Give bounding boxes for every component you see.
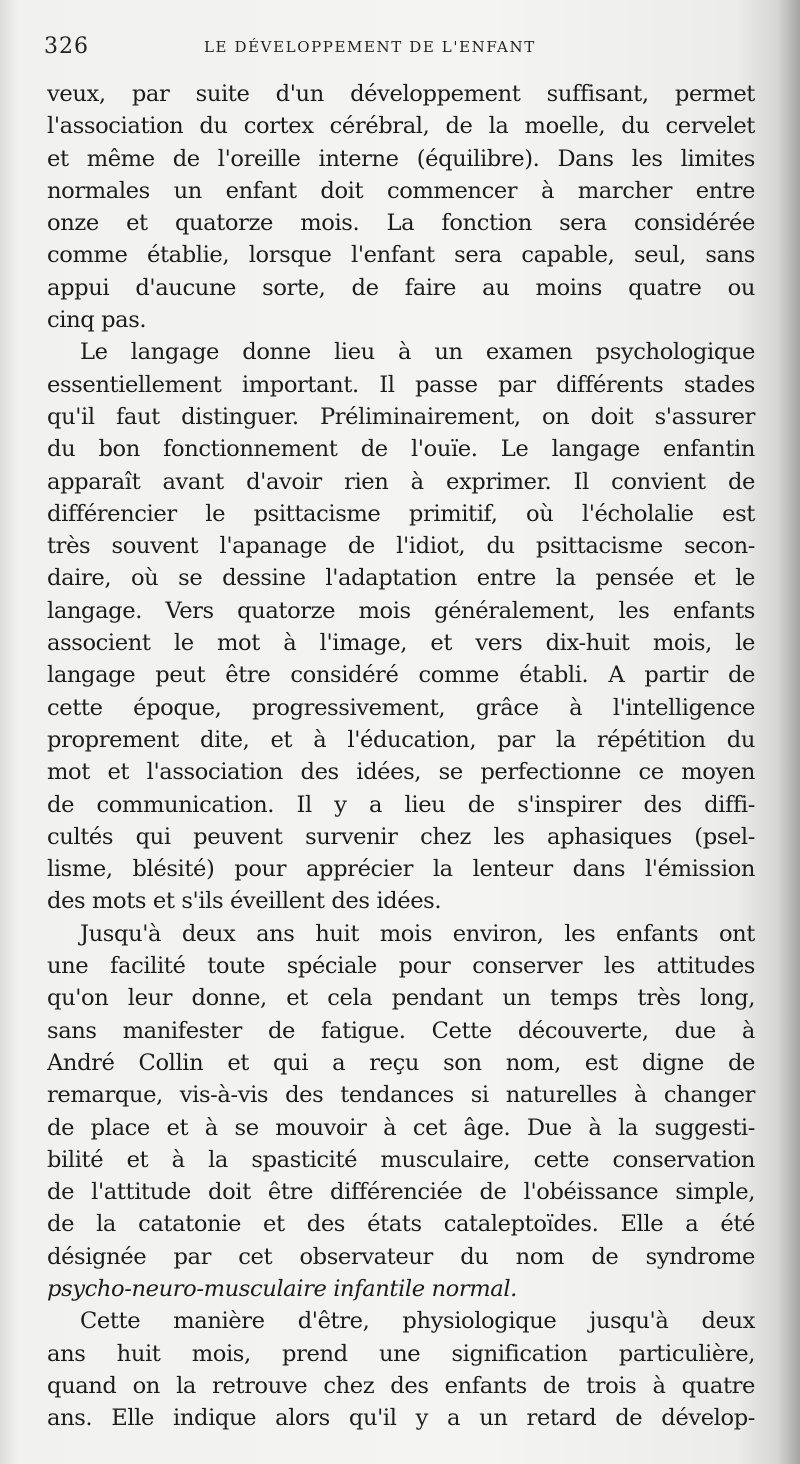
text-line: André Collin et qui a reçu son nom, est digne de (47, 1049, 755, 1076)
text-line: apparaît avant d'avoir rien à exprimer. Il convient de (47, 468, 755, 495)
body-text (47, 78, 755, 1434)
text-line: veux, par suite d'un développement suffisant, permet (47, 81, 755, 107)
text-line: Cette manière d'être, physiologique jusqu'à deux (80, 1308, 755, 1335)
text-line: désignée par cet observateur du nom de syndrome (47, 1243, 755, 1270)
page-header (44, 34, 756, 64)
text-line: ans. Elle indique alors qu'il y a un retard de dévelop- (47, 1405, 755, 1432)
text-line: mot et l'association des idées, se perfectionne ce moyen (47, 759, 755, 786)
text-line: qu'il faut distinguer. Préliminairement, on doit s'assurer (47, 403, 755, 430)
text-line: langage peut être considéré comme établi. A partir de (47, 662, 755, 689)
text-line: du bon fonctionnement de l'ouïe. Le langage enfantin (47, 436, 755, 463)
text-line: proprement dite, et à l'éducation, par la répétition du (47, 726, 755, 753)
paragraph (47, 78, 755, 336)
text-line: comme établie, lorsque l'enfant sera capable, seul, sans (47, 242, 755, 269)
paragraph (47, 336, 755, 917)
text-line: qu'on leur donne, et cela pendant un temps très long, (47, 985, 755, 1012)
text-line: cultés qui peuvent survenir chez les aphasiques (psel- (47, 823, 755, 850)
text-line-italic: psycho-neuro-musculaire infantile normal. (47, 1275, 517, 1302)
paragraph (47, 918, 755, 1306)
text-line: de place et à se mouvoir à cet âge. Due à la suggesti- (47, 1114, 755, 1141)
page-number: 326 (44, 34, 89, 59)
text-line: langage. Vers quatorze mois généralement, les enfants (47, 597, 755, 624)
text-line: daire, où se dessine l'adaptation entre la pensée et le (47, 565, 755, 592)
text-line: une facilité toute spéciale pour conserver les attitudes (47, 953, 755, 980)
text-line: Le langage donne lieu à un examen psychologique (80, 339, 755, 366)
text-line: quand on la retrouve chez des enfants de trois à quatre (47, 1372, 755, 1399)
text-line: normales un enfant doit commencer à marcher entre (47, 177, 755, 204)
running-title: LE DÉVELOPPEMENT DE L'ENFANT (204, 38, 536, 56)
text-line: ans huit mois, prend une signification particulière, (47, 1340, 755, 1367)
text-line: de la catatonie et des états cataleptoïdes. Elle a été (47, 1211, 755, 1238)
text-line: remarque, vis-à-vis des tendances si naturelles à changer (47, 1082, 755, 1109)
paragraph (47, 1305, 755, 1434)
text-line: bilité et à la spasticité musculaire, cette conservation (47, 1146, 755, 1173)
text-line: cinq pas. (47, 307, 147, 334)
text-line: très souvent l'apanage de l'idiot, du psittacisme secon- (47, 533, 755, 560)
text-line: Jusqu'à deux ans huit mois environ, les enfants ont (80, 920, 755, 947)
text-line: et même de l'oreille interne (équilibre). Dans les limites (47, 145, 755, 172)
text-line: appui d'aucune sorte, de faire au moins quatre ou (47, 274, 755, 301)
text-line: sans manifester de fatigue. Cette découverte, due à (47, 1017, 755, 1044)
text-line: l'association du cortex cérébral, de la moelle, du cervelet (47, 113, 755, 140)
page-edge-shadow (778, 0, 800, 1464)
text-line: essentiellement important. Il passe par différents stades (47, 371, 755, 398)
text-line: de l'attitude doit être différenciée de l'obéissance simple, (47, 1179, 755, 1206)
text-line: des mots et s'ils éveillent des idées. (47, 888, 442, 915)
text-line: de communication. Il y a lieu de s'inspirer des diffi- (47, 791, 755, 818)
text-line: lisme, blésité) pour apprécier la lenteur dans l'émission (47, 856, 755, 883)
text-line: associent le mot à l'image, et vers dix-huit mois, le (47, 630, 755, 657)
text-line: cette époque, progressivement, grâce à l'intelligence (47, 694, 755, 721)
text-line: différencier le psittacisme primitif, où l'écholalie est (47, 500, 755, 527)
text-line: onze et quatorze mois. La fonction sera considérée (47, 210, 755, 237)
